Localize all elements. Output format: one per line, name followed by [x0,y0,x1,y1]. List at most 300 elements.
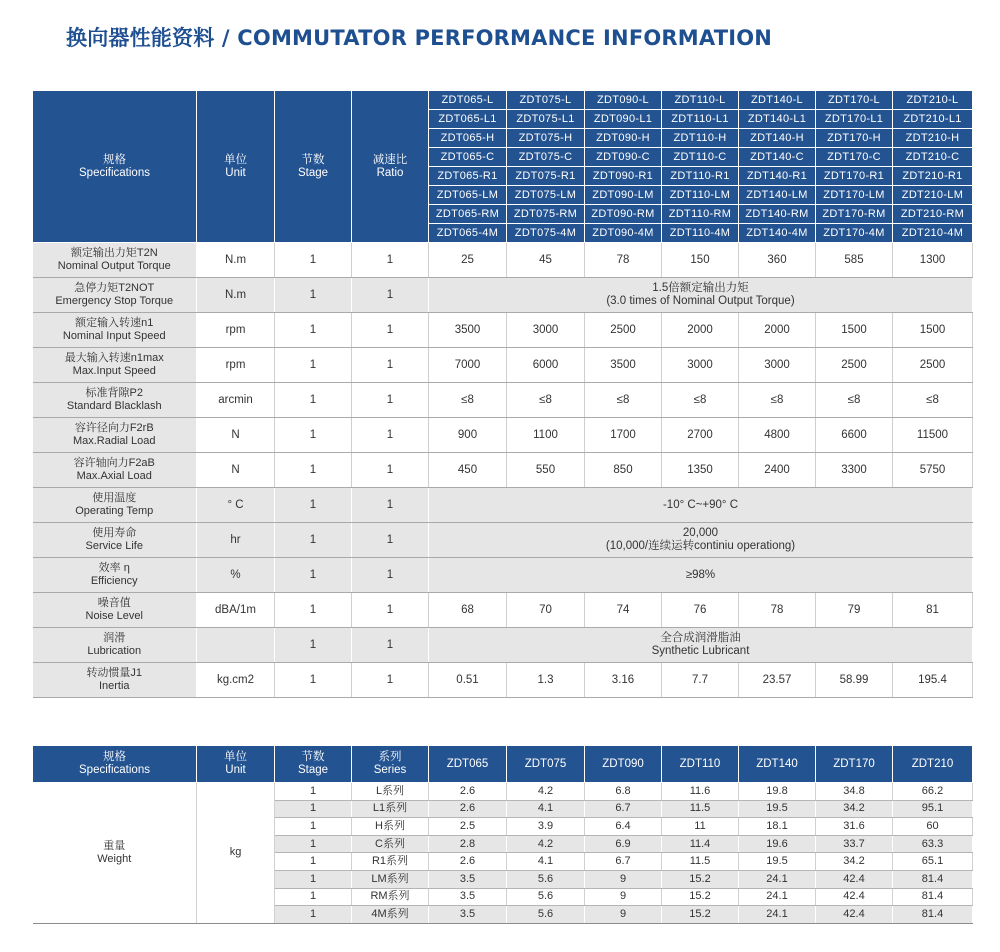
weight-header-series-en: Series [373,764,407,776]
table-cell: 34.2 [816,853,893,871]
table-cell: 19.5 [739,853,816,871]
table-row [33,783,973,801]
weight-series: R1系列 [352,853,429,871]
row-label-cn: 润滑 [103,632,126,644]
row-unit: ° C [197,488,275,523]
weight-label-en: Weight [97,852,132,865]
row-unit: % [197,558,275,593]
table-row [33,243,973,278]
model-name: ZDT170-L1 [816,110,893,129]
table-cell: 3500 [585,348,662,383]
model-name: ZDT090-L1 [585,110,662,129]
table-cell: 3000 [507,313,585,348]
model-name: ZDT170-H [816,129,893,148]
table-row [33,278,973,313]
table-cell: 31.6 [816,818,893,836]
model-name: ZDT170-RM [816,205,893,224]
model-name: ZDT140-RM [739,205,816,224]
row-ratio: 1 [352,453,429,488]
row-label-en: Operating Temp [75,505,154,517]
model-name: ZDT110-4M [662,224,739,243]
merged-value-line: 1.5倍额定输出力矩 [652,282,749,294]
row-label [33,383,197,418]
row-stage: 1 [275,278,352,313]
weight-header-unit-en: Unit [225,764,246,776]
row-ratio: 1 [352,558,429,593]
row-label [33,278,197,313]
table-cell: 6000 [507,348,585,383]
table-cell: 9 [585,870,662,888]
table-cell: 585 [816,243,893,278]
table-cell: 2500 [893,348,973,383]
table-cell: 23.57 [739,663,816,698]
model-name: ZDT075-4M [507,224,585,243]
header-ratio-en: Ratio [376,166,404,179]
weight-header-unit [197,746,275,783]
model-name: ZDT075-RM [507,205,585,224]
model-name: ZDT170-4M [816,224,893,243]
table-cell: 19.8 [739,783,816,801]
table-cell: 1500 [893,313,973,348]
model-name: ZDT090-4M [585,224,662,243]
table-cell: 1350 [662,453,739,488]
row-unit: N.m [197,278,275,313]
model-name: ZDT065-LM [429,186,507,205]
table-cell: 7.7 [662,663,739,698]
table-cell: 4.1 [507,800,585,818]
table-cell: 19.5 [739,800,816,818]
row-stage: 1 [275,628,352,663]
table-cell: 81.4 [893,906,973,924]
table-cell: 60 [893,818,973,836]
merged-value-line: ≥98% [685,568,716,581]
table-cell: 850 [585,453,662,488]
table-cell: 1700 [585,418,662,453]
row-stage: 1 [275,523,352,558]
row-label-cn: 额定输出力矩T2N [70,247,158,259]
row-label-en: Lubrication [87,645,142,657]
row-label-cn: 效率 η [98,562,130,574]
header-stage [275,91,352,243]
row-label-en: Max.Axial Load [76,470,152,482]
row-label [33,628,197,663]
table-cell: 3.9 [507,818,585,836]
header-stage-cn: 节数 [301,153,325,166]
table-row [33,418,973,453]
row-label-cn: 额定输入转速n1 [75,317,154,329]
model-name: ZDT065-L [429,91,507,110]
row-ratio: 1 [352,243,429,278]
merged-value-line: 全合成润滑脂油 [660,632,741,644]
table-cell: 6.9 [585,835,662,853]
table-cell: 24.1 [739,870,816,888]
model-name: ZDT110-L [662,91,739,110]
row-label-en: Nominal Output Torque [57,260,171,272]
table-cell: 11.5 [662,853,739,871]
merged-value-line: Synthetic Lubricant [651,645,750,657]
page-title: 换向器性能资料 / COMMUTATOR PERFORMANCE INFORMATION [66,26,773,50]
weight-series: 4M系列 [352,906,429,924]
row-stage: 1 [275,453,352,488]
table-cell: 63.3 [893,835,973,853]
model-name: ZDT210-LM [893,186,973,205]
row-label-en: Max.Input Speed [72,365,156,377]
weight-stage: 1 [275,870,352,888]
row-label-en: Emergency Stop Torque [55,295,174,307]
model-name: ZDT110-LM [662,186,739,205]
row-label [33,558,197,593]
row-label-cn: 急停力矩T2NOT [74,282,155,294]
table-cell: 2.8 [429,835,507,853]
row-unit: kg.cm2 [197,663,275,698]
table-cell: 11500 [893,418,973,453]
row-label-cn: 噪音值 [97,597,131,609]
table-cell: 6.8 [585,783,662,801]
row-label [33,488,197,523]
row-unit: dBA/1m [197,593,275,628]
table-cell: 95.1 [893,800,973,818]
table-cell: 3.5 [429,870,507,888]
table-cell: 65.1 [893,853,973,871]
table-row [33,313,973,348]
table-cell: 33.7 [816,835,893,853]
row-ratio: 1 [352,593,429,628]
model-name: ZDT170-L [816,91,893,110]
row-stage: 1 [275,593,352,628]
header-ratio-cn: 减速比 [372,153,408,166]
weight-header-spec-cn: 规格 [103,751,126,763]
table-cell: 58.99 [816,663,893,698]
table-cell: ≤8 [429,383,507,418]
row-unit: arcmin [197,383,275,418]
table-cell: 2000 [662,313,739,348]
row-ratio: 1 [352,523,429,558]
table-row [33,348,973,383]
table-cell: 5750 [893,453,973,488]
table-cell: 1.3 [507,663,585,698]
table-cell: 42.4 [816,888,893,906]
row-label-cn: 使用寿命 [92,527,137,539]
row-unit: N [197,418,275,453]
table-row [33,488,973,523]
model-name: ZDT075-C [507,148,585,167]
model-name: ZDT210-R1 [893,167,973,186]
model-name: ZDT065-H [429,129,507,148]
weight-header-stage [275,746,352,783]
table-cell: 6.7 [585,853,662,871]
table-cell: 2500 [585,313,662,348]
merged-value-line: (10,000/连续运转continiu operationg) [605,540,796,552]
model-name: ZDT110-R1 [662,167,739,186]
table-cell: 2500 [816,348,893,383]
table-cell: 3.16 [585,663,662,698]
row-stage: 1 [275,663,352,698]
row-label-cn: 最大输入转速n1max [64,352,164,364]
merged-value-line: -10° C~+90° C [662,498,739,511]
row-label-en: Nominal Input Speed [62,330,166,342]
table-cell: 15.2 [662,888,739,906]
model-name: ZDT075-H [507,129,585,148]
weight-header-model: ZDT140 [739,746,816,783]
model-name: ZDT090-H [585,129,662,148]
weight-stage: 1 [275,783,352,801]
weight-header-series-cn: 系列 [378,751,402,763]
table-cell: ≤8 [662,383,739,418]
model-name: ZDT090-C [585,148,662,167]
table-cell: 74 [585,593,662,628]
row-label [33,348,197,383]
table-cell: 6600 [816,418,893,453]
model-name: ZDT065-RM [429,205,507,224]
weight-header-model: ZDT090 [585,746,662,783]
model-name: ZDT110-L1 [662,110,739,129]
row-label [33,593,197,628]
table-cell: 15.2 [662,870,739,888]
model-name: ZDT210-L1 [893,110,973,129]
table-cell: 34.2 [816,800,893,818]
model-name: ZDT140-L [739,91,816,110]
row-ratio: 1 [352,348,429,383]
row-ratio: 1 [352,278,429,313]
weight-header-row [33,746,973,783]
model-header-row [33,91,973,110]
row-unit: hr [197,523,275,558]
row-label-cn: 转动惯量J1 [86,667,143,679]
table-cell: 76 [662,593,739,628]
table-cell: 150 [662,243,739,278]
model-name: ZDT075-L1 [507,110,585,129]
weight-header-model: ZDT170 [816,746,893,783]
table-cell: 9 [585,888,662,906]
row-label [33,453,197,488]
weight-stage: 1 [275,853,352,871]
table-cell: 4.2 [507,835,585,853]
table-cell: 18.1 [739,818,816,836]
row-ratio: 1 [352,383,429,418]
row-stage: 1 [275,488,352,523]
table-cell: 81.4 [893,888,973,906]
row-stage: 1 [275,313,352,348]
table-row [33,383,973,418]
table-cell: 81.4 [893,870,973,888]
model-name: ZDT110-RM [662,205,739,224]
weight-header-model: ZDT110 [662,746,739,783]
table-cell: 1300 [893,243,973,278]
header-unit [197,91,275,243]
weight-label-cn: 重量 [103,839,126,852]
model-name: ZDT140-L1 [739,110,816,129]
table-cell: 1500 [816,313,893,348]
table-cell: 9 [585,906,662,924]
table-cell: 4800 [739,418,816,453]
table-cell: 81 [893,593,973,628]
table-cell: 550 [507,453,585,488]
row-label-cn: 容许径向力F2rB [74,422,154,434]
row-ratio: 1 [352,313,429,348]
table-cell: 66.2 [893,783,973,801]
table-cell: 78 [585,243,662,278]
weight-unit: kg [197,783,275,924]
table-cell: 6.4 [585,818,662,836]
row-label [33,418,197,453]
header-ratio [352,91,429,243]
table-cell: 2000 [739,313,816,348]
row-unit: rpm [197,348,275,383]
table-cell: 24.1 [739,888,816,906]
weight-series: LM系列 [352,870,429,888]
model-name: ZDT210-4M [893,224,973,243]
table-cell: 78 [739,593,816,628]
table-row [33,663,973,698]
table-cell: ≤8 [739,383,816,418]
row-ratio: 1 [352,663,429,698]
table-cell: 2700 [662,418,739,453]
model-name: ZDT140-LM [739,186,816,205]
row-label [33,313,197,348]
table-cell: 3.5 [429,906,507,924]
table-cell: 5.6 [507,906,585,924]
model-name: ZDT210-RM [893,205,973,224]
row-stage: 1 [275,348,352,383]
row-label [33,523,197,558]
table-cell: 4.2 [507,783,585,801]
table-cell: 3.5 [429,888,507,906]
table-cell: 45 [507,243,585,278]
table-cell: 6.7 [585,800,662,818]
merged-value [429,523,973,558]
model-name: ZDT075-L [507,91,585,110]
row-label [33,243,197,278]
table-cell: ≤8 [585,383,662,418]
table-cell: 450 [429,453,507,488]
row-label-en: Standard Blacklash [66,400,162,412]
row-label-en: Noise Level [85,610,143,622]
model-name: ZDT170-LM [816,186,893,205]
row-stage: 1 [275,558,352,593]
model-name: ZDT140-H [739,129,816,148]
model-name: ZDT065-4M [429,224,507,243]
table-cell: 7000 [429,348,507,383]
row-ratio: 1 [352,418,429,453]
table-cell: 79 [816,593,893,628]
row-label-cn: 容许轴向力F2aB [73,457,155,469]
model-name: ZDT110-C [662,148,739,167]
model-name: ZDT170-R1 [816,167,893,186]
model-name: ZDT140-C [739,148,816,167]
row-stage: 1 [275,418,352,453]
table-cell: 42.4 [816,906,893,924]
table-cell: 3000 [662,348,739,383]
model-name: ZDT065-R1 [429,167,507,186]
model-name: ZDT110-H [662,129,739,148]
weight-table [32,745,973,924]
table-row [33,628,973,663]
row-stage: 1 [275,243,352,278]
merged-value [429,628,973,663]
weight-label [33,783,197,924]
row-ratio: 1 [352,488,429,523]
table-cell: 34.8 [816,783,893,801]
row-label-en: Service Life [85,540,143,552]
table-cell: 3000 [739,348,816,383]
table-cell: 2.6 [429,800,507,818]
table-cell: 70 [507,593,585,628]
table-cell: ≤8 [816,383,893,418]
table-cell: 25 [429,243,507,278]
model-name: ZDT090-R1 [585,167,662,186]
table-cell: 24.1 [739,906,816,924]
row-unit [197,628,275,663]
weight-series: L1系列 [352,800,429,818]
weight-header-stage-en: Stage [297,764,329,776]
merged-value [429,558,973,593]
header-unit-en: Unit [225,166,246,179]
table-cell: 2.5 [429,818,507,836]
weight-stage: 1 [275,800,352,818]
weight-series: C系列 [352,835,429,853]
weight-header-model: ZDT210 [893,746,973,783]
table-cell: 68 [429,593,507,628]
merged-value [429,488,973,523]
table-cell: 3500 [429,313,507,348]
row-unit: rpm [197,313,275,348]
row-ratio: 1 [352,628,429,663]
table-cell: 5.6 [507,888,585,906]
table-cell: 900 [429,418,507,453]
table-row [33,523,973,558]
merged-value-line: (3.0 times of Nominal Output Torque) [606,295,795,307]
merged-value-line: 20,000 [682,527,719,539]
table-cell: 19.6 [739,835,816,853]
table-cell: 5.6 [507,870,585,888]
table-cell: ≤8 [507,383,585,418]
merged-value [429,278,973,313]
model-name: ZDT090-LM [585,186,662,205]
model-name: ZDT140-4M [739,224,816,243]
table-cell: 11.5 [662,800,739,818]
performance-table [32,90,973,698]
model-name: ZDT210-C [893,148,973,167]
table-cell: 2.6 [429,783,507,801]
row-label-en: Inertia [98,680,130,692]
weight-stage: 1 [275,835,352,853]
row-unit: N.m [197,243,275,278]
model-name: ZDT210-H [893,129,973,148]
header-spec-cn: 规格 [103,153,126,166]
weight-header-spec-en: Specifications [79,764,150,776]
row-stage: 1 [275,383,352,418]
weight-header-stage-cn: 节数 [301,751,325,763]
weight-header-series [352,746,429,783]
table-cell: 4.1 [507,853,585,871]
model-name: ZDT090-RM [585,205,662,224]
weight-header-model: ZDT075 [507,746,585,783]
table-cell: 3300 [816,453,893,488]
model-name: ZDT140-R1 [739,167,816,186]
header-unit-cn: 单位 [224,153,247,166]
table-cell: 15.2 [662,906,739,924]
row-label-en: Max.Radial Load [72,435,156,447]
table-cell: 11.6 [662,783,739,801]
model-name: ZDT210-L [893,91,973,110]
weight-stage: 1 [275,888,352,906]
table-cell: 0.51 [429,663,507,698]
weight-series: H系列 [352,818,429,836]
table-cell: 2.6 [429,853,507,871]
header-stage-en: Stage [297,166,329,179]
table-cell: 11.4 [662,835,739,853]
weight-stage: 1 [275,906,352,924]
